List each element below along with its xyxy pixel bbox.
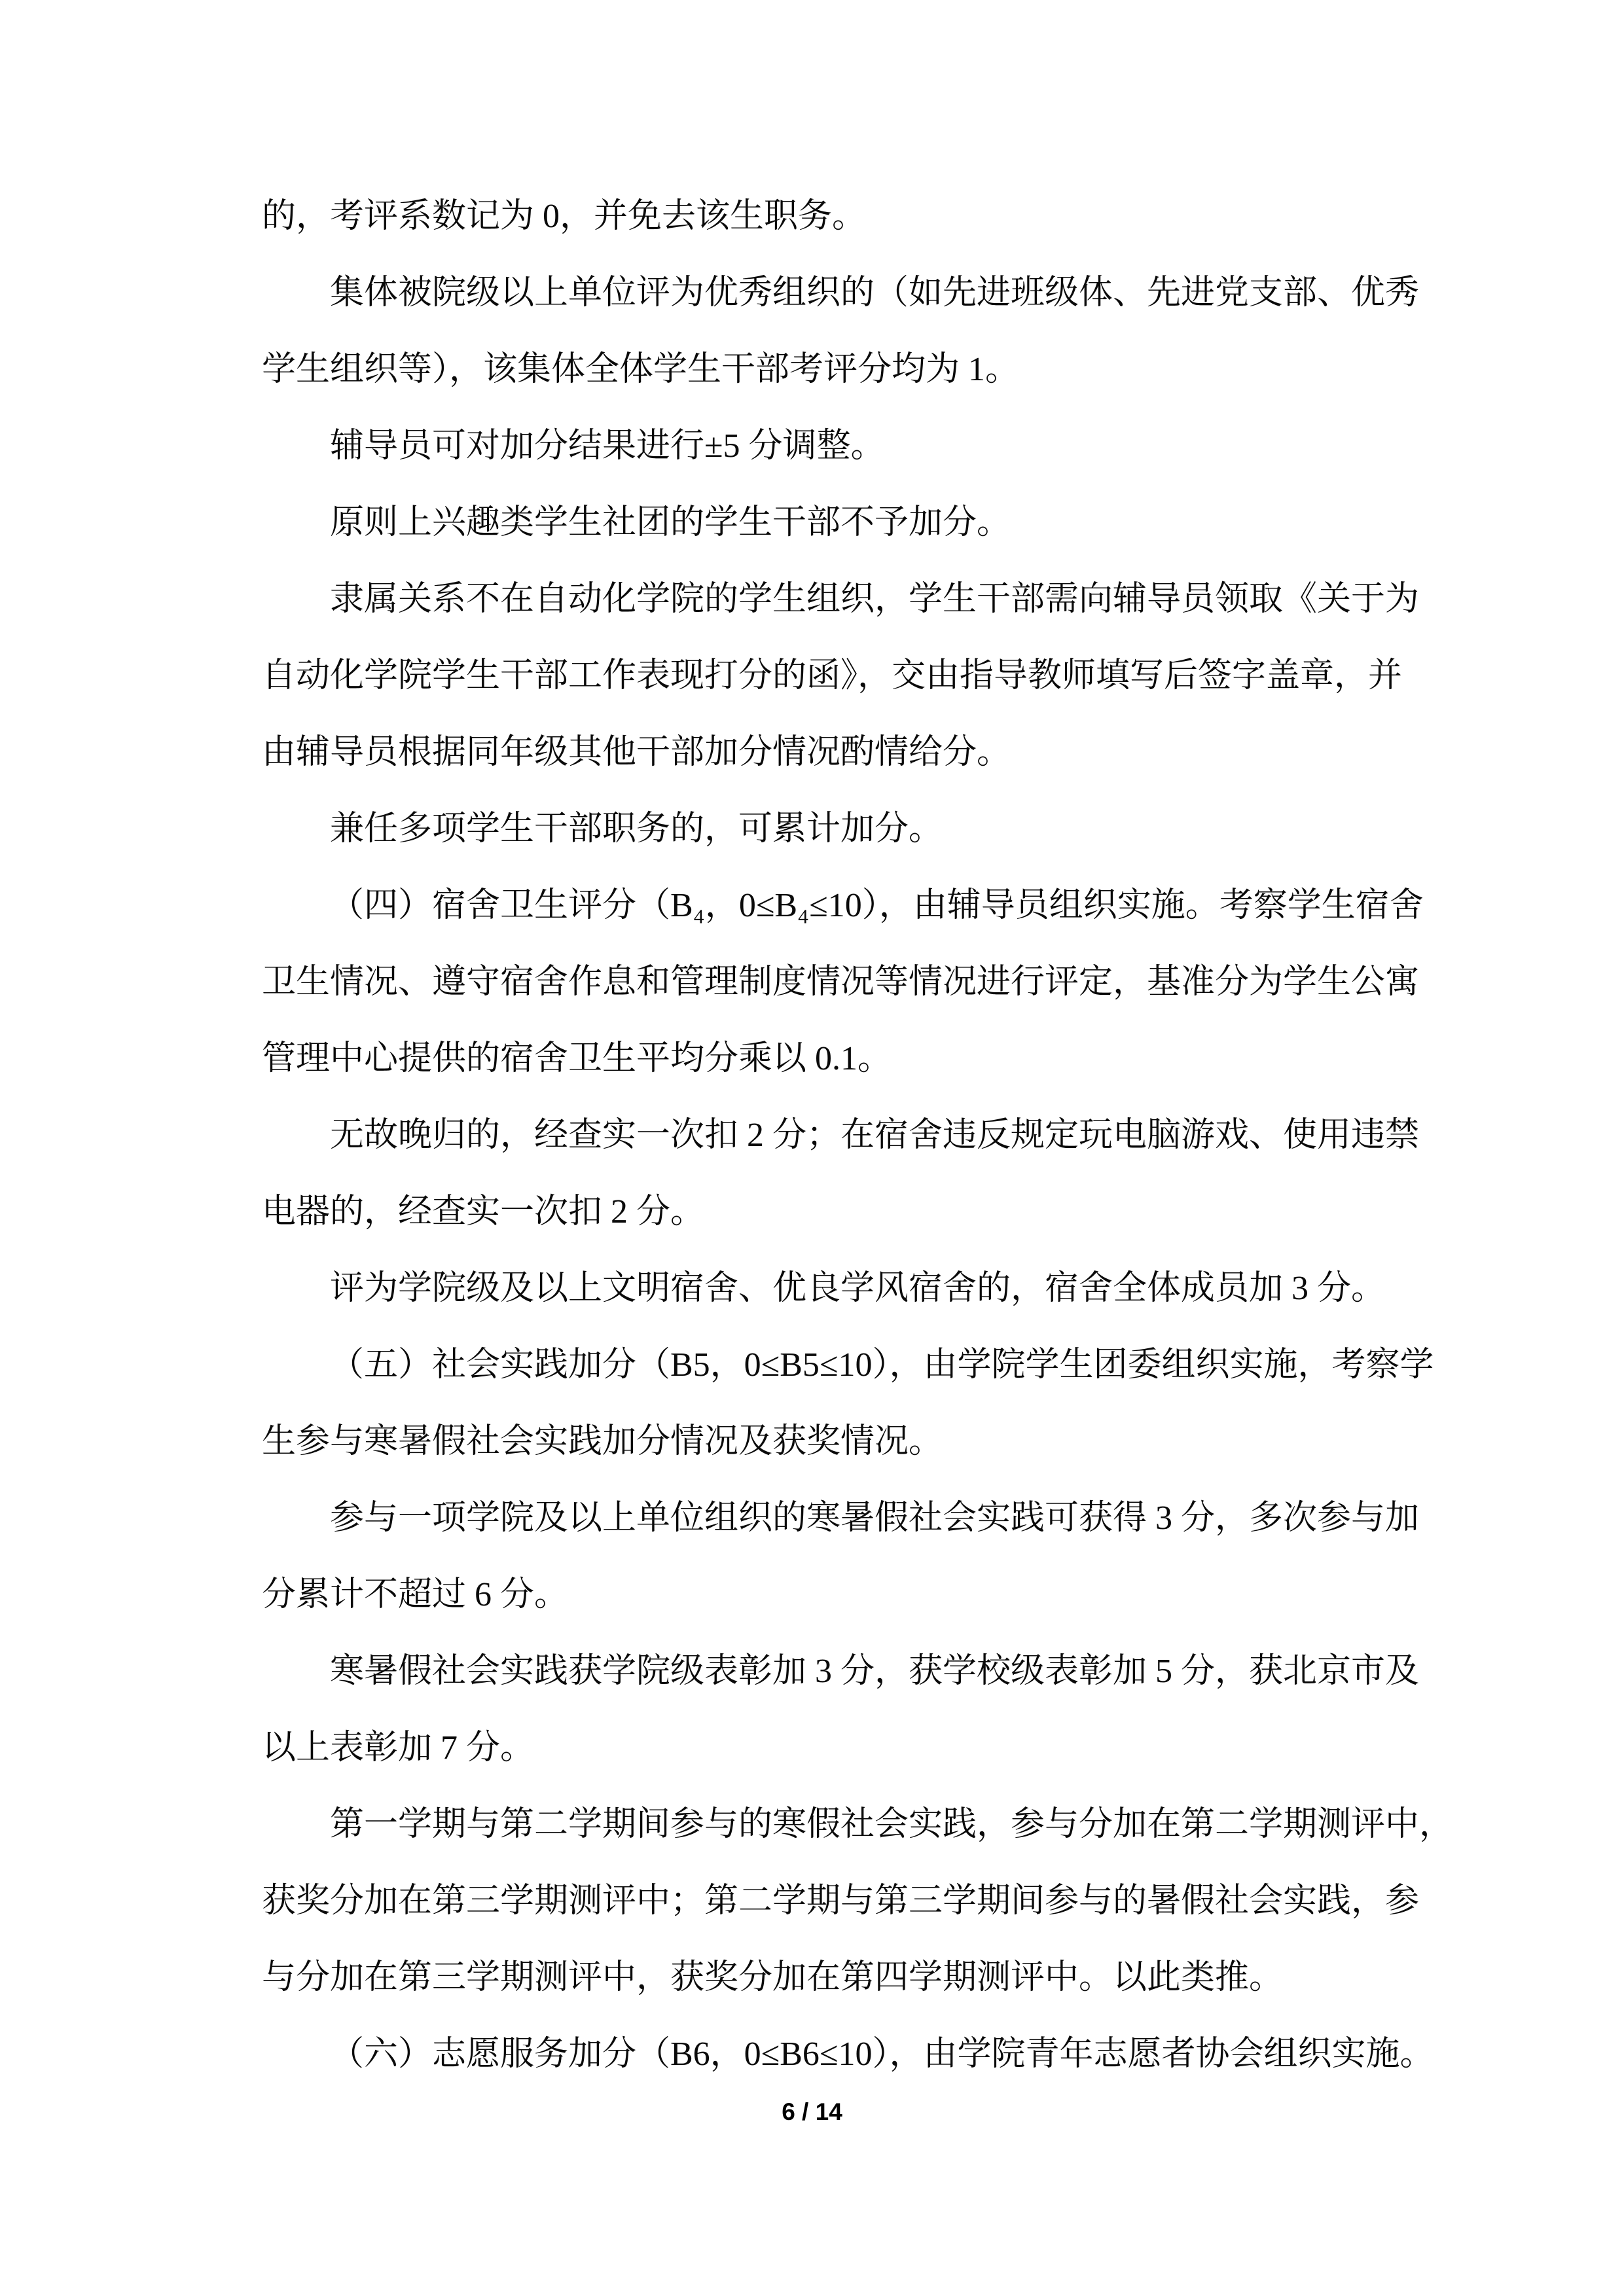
- text-line: 卫生情况、遵守宿舍作息和管理制度情况等情况进行评定，基准分为学生公寓: [262, 963, 1420, 1001]
- text-line: 获奖分加在第三学期测评中；第二学期与第三学期间参与的暑假社会实践，参: [262, 1882, 1420, 1920]
- text-line: 由辅导员根据同年级其他干部加分情况酌情给分。: [262, 734, 1011, 771]
- text-line: 参与一项学院及以上单位组织的寒暑假社会实践可获得 3 分，多次参与加: [330, 1499, 1420, 1537]
- text-line: 隶属关系不在自动化学院的学生组织，学生干部需向辅导员领取《关于为: [330, 581, 1420, 618]
- text-line: （五）社会实践加分（B5，0≤B5≤10），由学院学生团委组织实施，考察学: [330, 1346, 1434, 1384]
- text-line: 兼任多项学生干部职务的，可累计加分。: [330, 810, 943, 848]
- text-line: 的，考评系数记为 0，并免去该生职务。: [262, 198, 867, 235]
- text-line: 学生组织等），该集体全体学生干部考评分均为 1。: [262, 351, 1020, 388]
- text-line: 自动化学院学生干部工作表现打分的函》，交由指导教师填写后签字盖章，并: [262, 657, 1403, 694]
- text-line: 评为学院级及以上文明宿舍、优良学风宿舍的，宿舍全体成员加 3 分。: [330, 1270, 1386, 1307]
- text-line: 原则上兴趣类学生社团的学生干部不予加分。: [330, 504, 1011, 541]
- text-line: 以上表彰加 7 分。: [262, 1729, 535, 1767]
- text-line: 分累计不超过 6 分。: [262, 1576, 569, 1613]
- text-line: 与分加在第三学期测评中，获奖分加在第四学期测评中。以此类推。: [262, 1959, 1284, 1996]
- text-line: 寒暑假社会实践获学院级表彰加 3 分，获学校级表彰加 5 分，获北京市及: [330, 1653, 1420, 1690]
- text-line: 集体被院级以上单位评为优秀组织的（如先进班级体、先进党支部、优秀: [330, 274, 1420, 312]
- text-line: 生参与寒暑假社会实践加分情况及获奖情况。: [262, 1423, 943, 1460]
- text-line: 管理中心提供的宿舍卫生平均分乘以 0.1。: [262, 1040, 892, 1077]
- document-body: [262, 178, 1454, 2092]
- page-number: 6 / 14: [782, 2098, 842, 2125]
- text-line: 无故晚归的，经查实一次扣 2 分；在宿舍违反规定玩电脑游戏、使用违禁: [330, 1117, 1420, 1154]
- text-line: 第一学期与第二学期间参与的寒假社会实践，参与分加在第二学期测评中，: [330, 1806, 1454, 1843]
- text-line: （四）宿舍卫生评分（B₄，0≤B₄≤10），由辅导员组织实施。考察学生宿舍: [330, 887, 1424, 924]
- text-line: 辅导员可对加分结果进行±5 分调整。: [330, 427, 885, 465]
- text-line: 电器的，经查实一次扣 2 分。: [262, 1193, 705, 1230]
- text-line: （六）志愿服务加分（B6，0≤B6≤10），由学院青年志愿者协会组织实施。: [330, 2036, 1434, 2073]
